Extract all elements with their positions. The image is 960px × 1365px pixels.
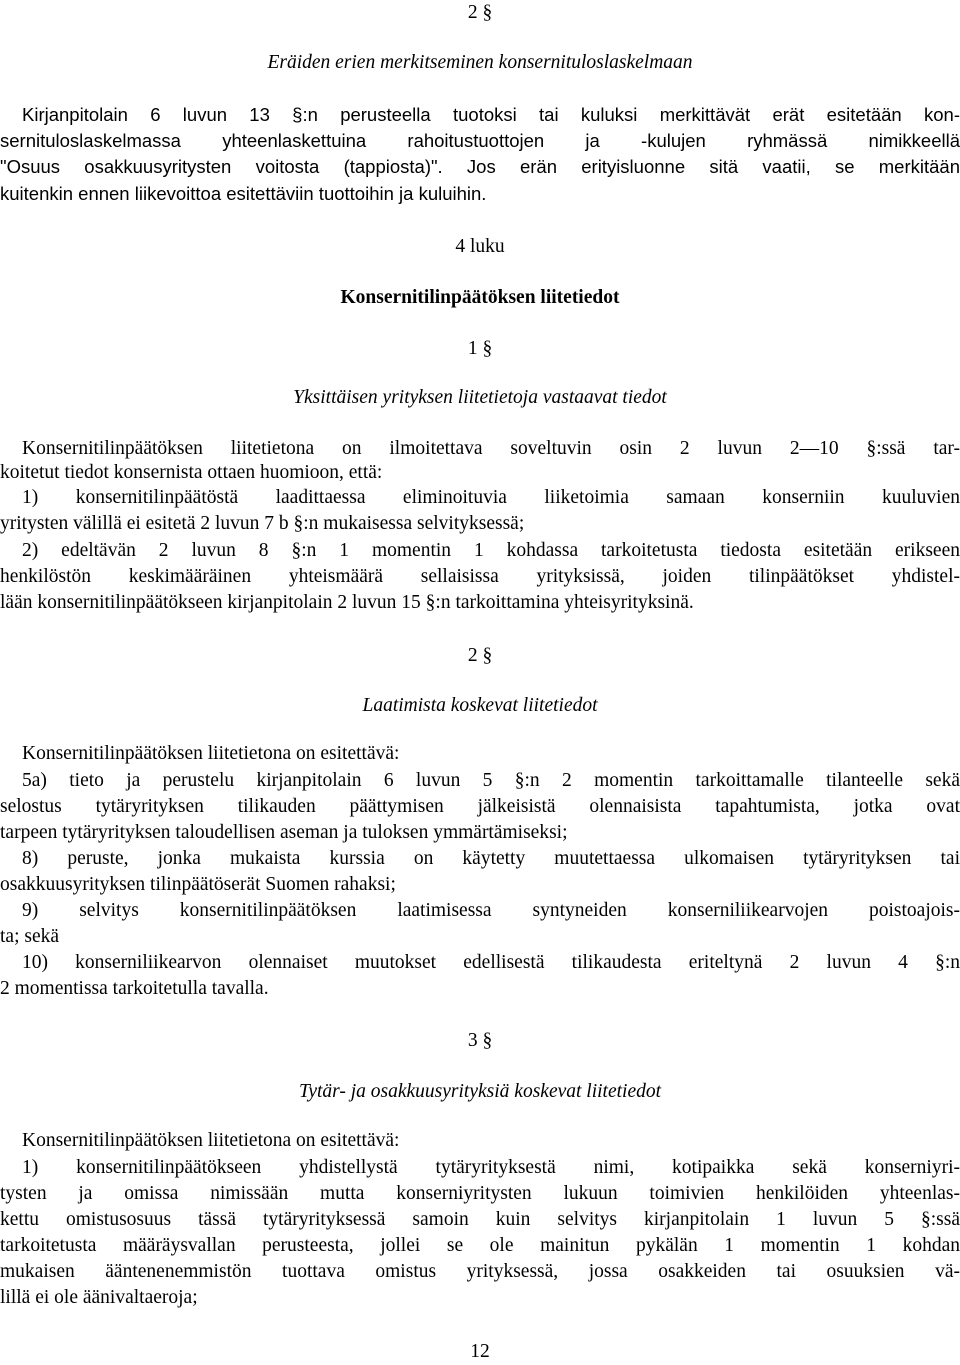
- paragraph-line: Konsernitilinpäätöksen liitetietona on ilmoitettava soveltuvin osin 2 luvun 2—10 §:ssä tar-: [22, 438, 960, 459]
- paragraph-line: selostus tytäryrityksen tilikauden päättymisen jälkeisistä olennaisista tapahtumista, jotka ovat: [0, 796, 960, 817]
- chapter-number: 4 luku: [455, 236, 505, 257]
- paragraph-line: tarkoitetusta määräysvallan perusteesta, jollei se ole mainitun pykälän 1 momentin 1 kohdan: [0, 1235, 960, 1256]
- paragraph-line: koitetut tiedot konsernista ottaen huomioon, että:: [0, 462, 383, 483]
- paragraph-line: mukaisen ääntenenemmistön tuottava omistus yrityksessä, jossa osakkeiden tai osuuksien vä-: [0, 1261, 960, 1282]
- list-item: 9) selvitys konsernitilinpäätöksen laatimisessa syntyneiden konserniliikearvojen poistoajois-: [22, 900, 960, 921]
- list-item: 5a) tieto ja perustelu kirjanpitolain 6 luvun 5 §:n 2 momentin tarkoittamalle tilanteelle sekä: [22, 770, 960, 791]
- chapter-title: Konsernitilinpäätöksen liitetiedot: [340, 287, 620, 308]
- section-title: Tytär- ja osakkuusyrityksiä koskevat liitetiedot: [298, 1081, 662, 1102]
- paragraph-line: lään konsernitilinpäätökseen kirjanpitolain 2 luvun 15 §:n tarkoittamina yhteisyrityksinä.: [0, 592, 694, 613]
- section-number: 2 §: [467, 2, 493, 23]
- paragraph-line: kuitenkin ennen liikevoittoa esitettäviin tuottoihin ja kuluihin.: [0, 183, 487, 204]
- section-title: Laatimista koskevat liitetiedot: [362, 695, 598, 716]
- paragraph-line: kettu omistusosuus tässä tytäryrityksessä samoin kuin selvitys kirjanpitolain 1 luvun 5 §:ssä: [0, 1209, 960, 1230]
- list-item: 10) konserniliikearvon olennaiset muutokset edellisestä tilikaudesta eriteltynä 2 luvun 4 §:n: [22, 952, 960, 973]
- paragraph-line: henkilöstön keskimääräinen yhteismäärä sellaisissa yrityksissä, joiden tilinpäätökset yhdistel-: [0, 566, 960, 587]
- paragraph-line: 2 momentissa tarkoitetulla tavalla.: [0, 978, 269, 999]
- paragraph-line: Kirjanpitolain 6 luvun 13 §:n perusteella tuotoksi tai kuluksi merkittävät erät esitetään kon-: [22, 104, 960, 125]
- paragraph-line: sernituloslaskelmassa yhteenlaskettuina rahoitustuottojen ja -kulujen ryhmässä nimikkeellä: [0, 130, 960, 151]
- paragraph-line: tysten ja omissa nimissään mutta konserniyritysten lukuun toimivien henkilöiden yhteenlas-: [0, 1183, 960, 1204]
- list-item: 1) konsernitilinpäätökseen yhdistellystä tytäryrityksestä nimi, kotipaikka sekä konserniyri-: [22, 1157, 960, 1178]
- paragraph-line: Konsernitilinpäätöksen liitetietona on esitettävä:: [22, 743, 400, 764]
- list-item: 8) peruste, jonka mukaista kurssia on käytetty muutettaessa ulkomaisen tytäryrityksen tai: [22, 848, 960, 869]
- list-item: 2) edeltävän 2 luvun 8 §:n 1 momentin 1 kohdassa tarkoitetusta tiedosta esitetään erikseen: [22, 540, 960, 561]
- section-number: 1 §: [467, 338, 493, 359]
- section-number: 3 §: [467, 1030, 493, 1051]
- paragraph-line: tarpeen tytäryrityksen taloudellisen aseman ja tuloksen ymmärtämiseksi;: [0, 822, 568, 843]
- list-item: 1) konsernitilinpäätöstä laadittaessa eliminoituvia liiketoimia samaan konserniin kuuluvien: [22, 487, 960, 508]
- paragraph-line: ta; sekä: [0, 926, 60, 947]
- section-number: 2 §: [467, 645, 493, 666]
- paragraph-line: osakkuusyrityksen tilinpäätöserät Suomen rahaksi;: [0, 874, 396, 895]
- paragraph-line: Konsernitilinpäätöksen liitetietona on esitettävä:: [22, 1130, 400, 1151]
- paragraph-line: "Osuus osakkuusyritysten voitosta (tappiosta)". Jos erän erityisluonne sitä vaatii, se merkitään: [0, 156, 960, 177]
- page-number: 12: [470, 1341, 490, 1362]
- paragraph-line: yritysten välillä ei esitetä 2 luvun 7 b §:n mukaisessa selvityksessä;: [0, 513, 525, 534]
- section-title: Yksittäisen yrityksen liitetietoja vastaavat tiedot: [293, 387, 667, 408]
- paragraph-line: lillä ei ole äänivaltaeroja;: [0, 1287, 198, 1308]
- section-title: Eräiden erien merkitseminen konsernituloslaskelmaan: [267, 52, 693, 73]
